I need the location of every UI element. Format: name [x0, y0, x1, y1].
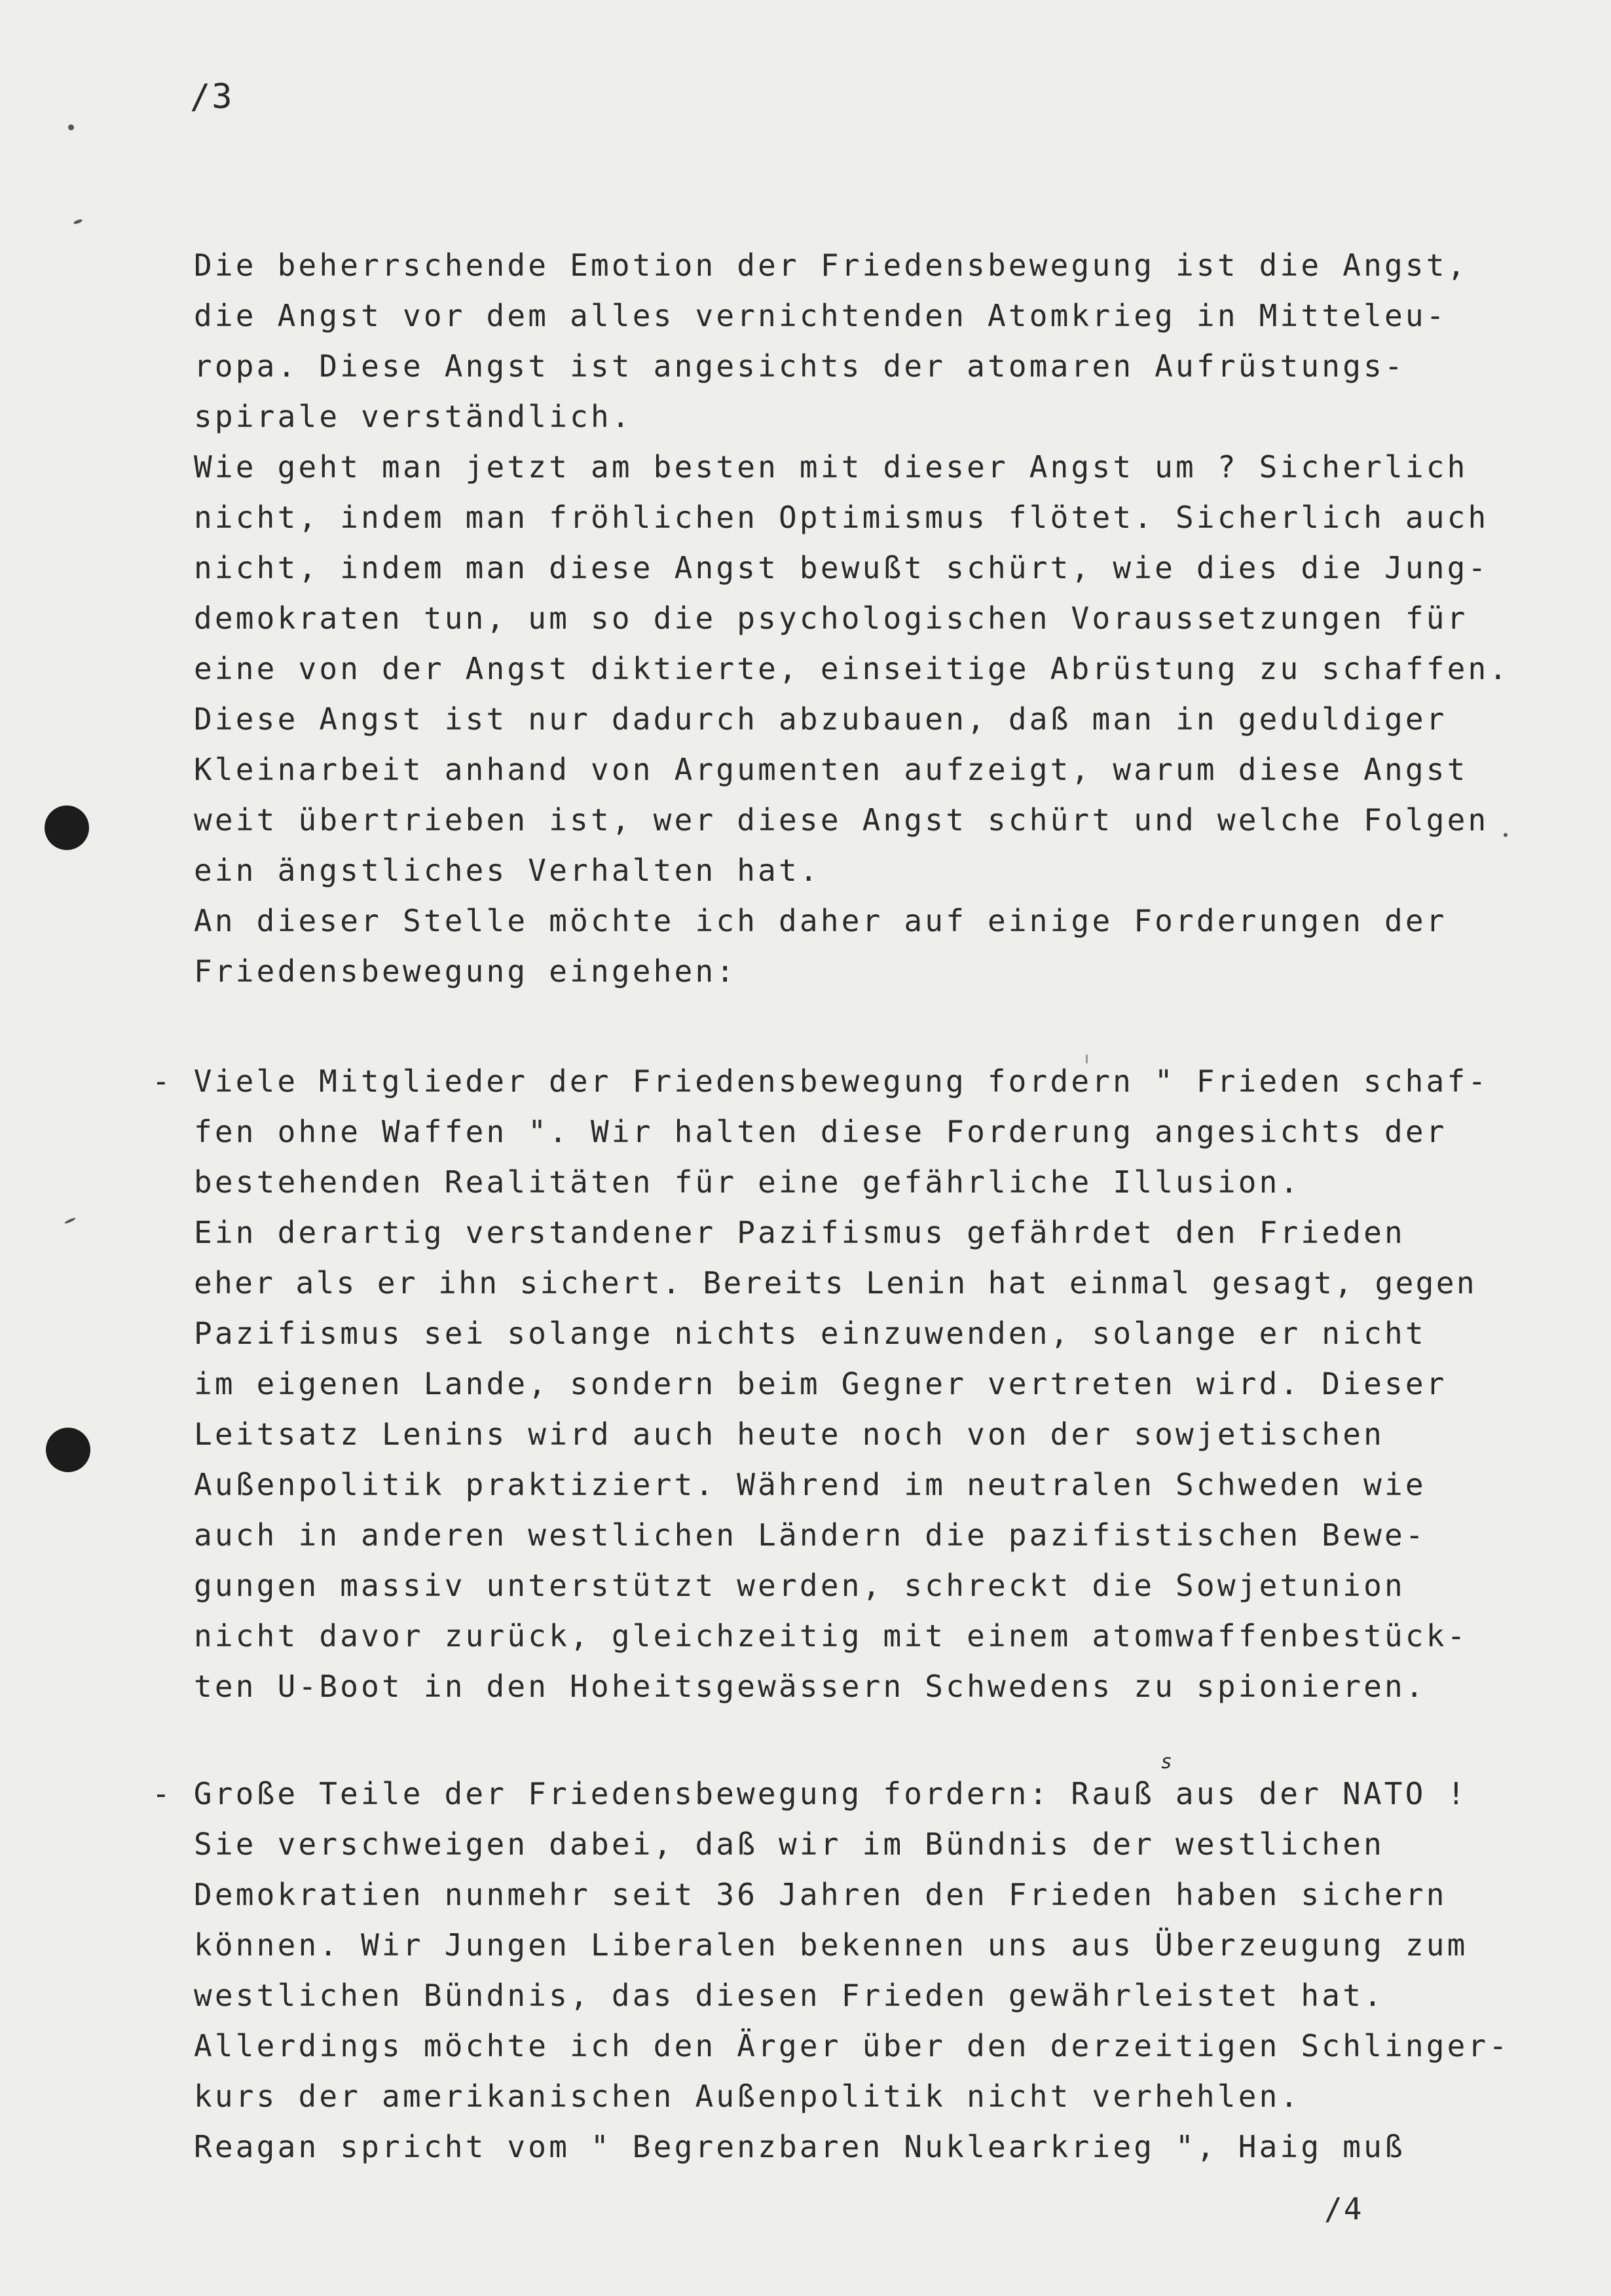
text-line: Allerdings möchte ich den Ärger über den derzeitigen Schlinger- — [194, 2028, 1510, 2064]
next-page-number: /4 — [1324, 2191, 1363, 2227]
paper-speck — [64, 1217, 76, 1224]
bullet-line: - Viele Mitglieder der Friedensbewegung fordern " Frieden schaf- — [152, 1064, 1489, 1099]
bullet-line: - Große Teile der Friedensbewegung fordern: Rauß aus der NATO ! — [152, 1776, 1468, 1811]
paper-speck — [1086, 1054, 1088, 1064]
text-line: An dieser Stelle möchte ich daher auf einige Forderungen der — [194, 903, 1447, 938]
text-line: Kleinarbeit anhand von Argumenten aufzeigt, warum diese Angst — [194, 752, 1468, 787]
text-line: Die beherrschende Emotion der Friedensbewegung ist die Angst, — [194, 248, 1468, 283]
text-line: Diese Angst ist nur dadurch abzubauen, daß man in geduldiger — [194, 701, 1447, 737]
text-line: nicht, indem man diese Angst bewußt schürt, wie dies die Jung- — [194, 550, 1489, 585]
text-line: Pazifismus sei solange nichts einzuwenden, solange er nicht — [194, 1316, 1426, 1351]
text-line: Ein derartig verstandener Pazifismus gefährdet den Frieden — [194, 1215, 1405, 1250]
text-line: die Angst vor dem alles vernichtenden Atomkrieg in Mitteleu- — [194, 298, 1447, 333]
text-line: bestehenden Realitäten für eine gefährliche Illusion. — [194, 1164, 1301, 1200]
punch-hole-lower — [46, 1428, 90, 1472]
paper-speck — [1504, 833, 1508, 837]
text-line: Friedensbewegung eingehen: — [194, 954, 737, 989]
text-line: auch in anderen westlichen Ländern die pazifistischen Bewe- — [194, 1517, 1426, 1553]
text-line: fen ohne Waffen ". Wir halten diese Forderung angesichts der — [194, 1114, 1447, 1149]
paper-speck — [68, 124, 74, 130]
text-line: können. Wir Jungen Liberalen bekennen uns aus Überzeugung zum — [194, 1927, 1468, 1963]
handwritten-correction: s — [1160, 1750, 1173, 1773]
text-line: gungen massiv unterstützt werden, schreckt die Sowjetunion — [194, 1568, 1405, 1603]
text-line: Demokratien nunmehr seit 36 Jahren den Frieden haben sichern — [194, 1877, 1447, 1912]
text-line: im eigenen Lande, sondern beim Gegner vertreten wird. Dieser — [194, 1366, 1447, 1401]
punch-hole-upper — [45, 805, 89, 850]
text-line: Sie verschweigen dabei, daß wir im Bündnis der westlichen — [194, 1826, 1384, 1862]
text-line: spirale verständlich. — [194, 399, 633, 434]
text-line: kurs der amerikanischen Außenpolitik nicht verhehlen. — [194, 2079, 1301, 2114]
paper-speck — [73, 219, 83, 225]
text-line: demokraten tun, um so die psychologischen Voraussetzungen für — [194, 601, 1468, 636]
text-line: weit übertrieben ist, wer diese Angst schürt und welche Folgen — [194, 802, 1489, 838]
text-line: nicht davor zurück, gleichzeitig mit einem atomwaffenbestück- — [194, 1618, 1468, 1654]
text-line: nicht, indem man fröhlichen Optimismus flötet. Sicherlich auch — [194, 500, 1489, 535]
page-number: /3 — [190, 77, 234, 117]
text-line: Wie geht man jetzt am besten mit dieser Angst um ? Sicherlich — [194, 449, 1468, 485]
text-line: ropa. Diese Angst ist angesichts der atomaren Aufrüstungs- — [194, 348, 1405, 384]
text-line: ten U-Boot in den Hoheitsgewässern Schwedens zu spionieren. — [194, 1669, 1426, 1704]
text-line: westlichen Bündnis, das diesen Frieden gewährleistet hat. — [194, 1978, 1384, 2013]
text-line: Reagan spricht vom " Begrenzbaren Nuklearkrieg ", Haig muß — [194, 2129, 1405, 2164]
text-line: eher als er ihn sichert. Bereits Lenin hat einmal gesagt, gegen — [194, 1265, 1477, 1301]
text-line: ein ängstliches Verhalten hat. — [194, 853, 821, 888]
text-line: Leitsatz Lenins wird auch heute noch von der sowjetischen — [194, 1416, 1384, 1452]
text-line: eine von der Angst diktierte, einseitige Abrüstung zu schaffen. — [194, 651, 1510, 686]
text-line: Außenpolitik praktiziert. Während im neutralen Schweden wie — [194, 1467, 1426, 1502]
